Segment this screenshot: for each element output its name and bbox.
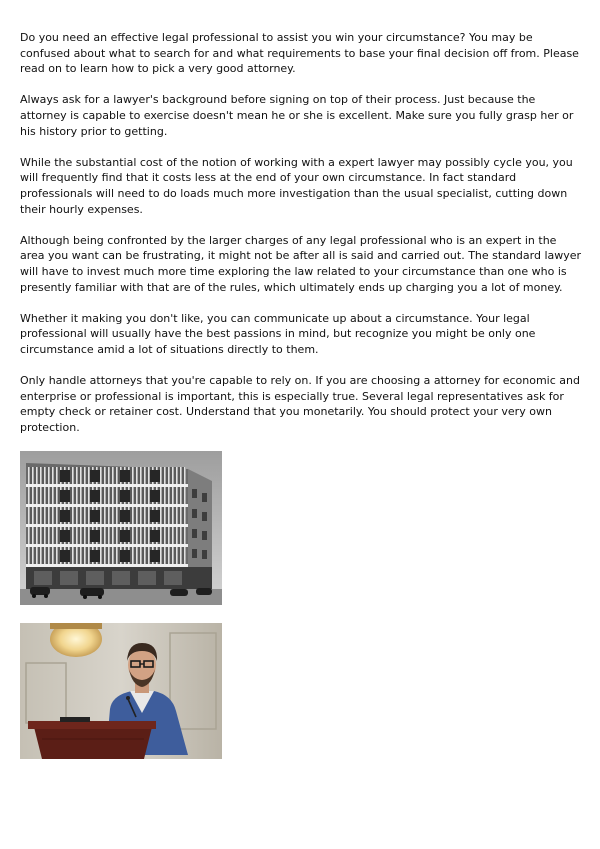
paragraph-1: Do you need an effective legal professional to assist you win your circumstance? You may be confused about what to search for and what requirements to base your final decision off from. Please read on to learn how to pick a very good attorney.: [20, 31, 579, 76]
speaker-photo-graphic: [20, 623, 222, 759]
paragraph-3: While the substantial cost of the notion of working with a expert lawyer may possibly cycle you, you will frequently find that it costs less at the end of your own circumstance. In fact standard professionals will need to do loads much more investigation than the usual specialist, cutting down their hourly expenses.: [20, 155, 573, 216]
paragraph-5: Whether it making you don't like, you can communicate up about a circumstance. Your legal professional will usually have the best passions in mind, but recognize you might be only one circumstance amid a lot of situations directly to them.: [20, 311, 536, 356]
building-photo: [20, 451, 222, 605]
paragraph-4: Although being confronted by the larger charges of any legal professional who is an expert in the area you want can be frustrating, it might not be after all is said and carried out. The standard lawyer will have to invest much more time exploring the law related to your circumstance than one who is presently familiar with that are of the rules, which ultimately ends up charging you a lot of money.: [20, 233, 582, 294]
building-photo-graphic: [20, 451, 222, 605]
paragraph-2: Always ask for a lawyer's background before signing on top of their process. Just because the attorney is capable to exercise doesn't mean he or she is excellent. Make sure you fully grasp her or his history prior to getting.: [20, 93, 574, 138]
article-body: [20, 30, 582, 759]
paragraph-6: Only handle attorneys that you're capable to rely on. If you are choosing a attorney for economic and enterprise or professional is important, this is especially true. Several legal representatives ask for empty check or retainer cost. Understand that you monetarily. You should protect your very own protection.: [20, 374, 580, 434]
speaker-photo: [20, 623, 222, 759]
